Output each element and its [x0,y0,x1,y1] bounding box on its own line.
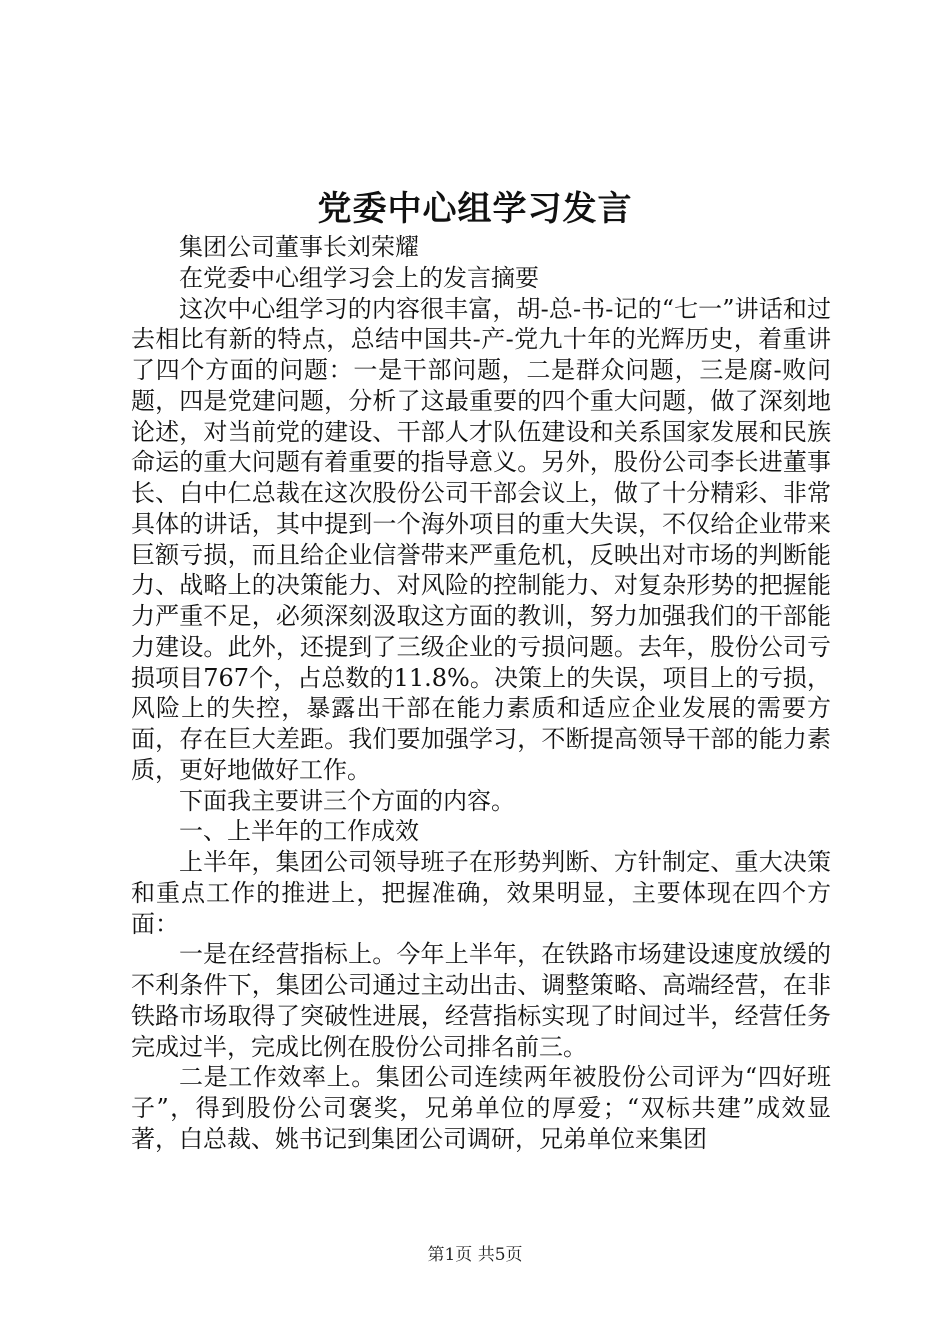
section-heading: 一、上半年的工作成效 [179,817,419,846]
body-paragraph: 二是工作效率上。集团公司连续两年被股份公司评为“四好班子”，得到股份公司褒奖，兄弟单位的厚爱；“双标共建”成效显著，白总裁、姚书记到集团公司调研，兄弟单位来集团 [131,1063,831,1153]
document-body [131,232,831,1155]
body-paragraph: 一是在经营指标上。今年上半年，在铁路市场建设速度放缓的不利条件下，集团公司通过主动出击、调整策略、高端经营，在非铁路市场取得了突破性进展，经营指标实现了时间过半，经营任务完成过半，完成比例在股份公司排名前三。 [131,940,831,1061]
body-paragraph: 下面我主要讲三个方面的内容。 [179,786,515,815]
subtitle-line: 在党委中心组学习会上的发言摘要 [179,263,539,292]
page-title: 党委中心组学习发言 [317,189,633,229]
page-number: 第1页 共5页 [427,1245,523,1265]
body-paragraph: 这次中心组学习的内容很丰富，胡-总-书-记的“七一”讲话和过去相比有新的特点，总结中国共-产-党九十年的光辉历史，着重讲了四个方面的问题：一是干部问题，二是群众问题，三是腐-败问题，四是党建问题，分析了这最重要的四个重大问题，做了深刻地论述，对当前党的建设、干部人才队伍建设和关系国家发展和民族命运的重大问题有着重要的指导意义。另外，股份公司李长进董事长、白中仁总裁在这次股份公司干部会议上，做了十分精彩、非常具体的讲话，其中提到一个海外项目的重大失误，不仅给企业带来巨额亏损，而且给企业信誉带来严重危机，反映出对市场的判断能力、战略上的决策能力、对风险的控制能力、对复杂形势的把握能力严重不足，必须深刻汲取这方面的教训，努力加强我们的干部能力建设。此外，还提到了三级企业的亏损问题。去年，股份公司亏损项目767个，占总数的11.8%。决策上的失误，项目上的亏损，风险上的失控，暴露出干部在能力素质和适应企业发展的需要方面，存在巨大差距。我们要加强学习，不断提高领导干部的能力素质，更好地做好工作。 [131,294,831,784]
body-paragraph: 上半年，集团公司领导班子在形势判断、方针制定、重大决策和重点工作的推进上，把握准确，效果明显，主要体现在四个方面： [131,848,831,938]
author-line: 集团公司董事长刘荣耀 [179,233,419,261]
